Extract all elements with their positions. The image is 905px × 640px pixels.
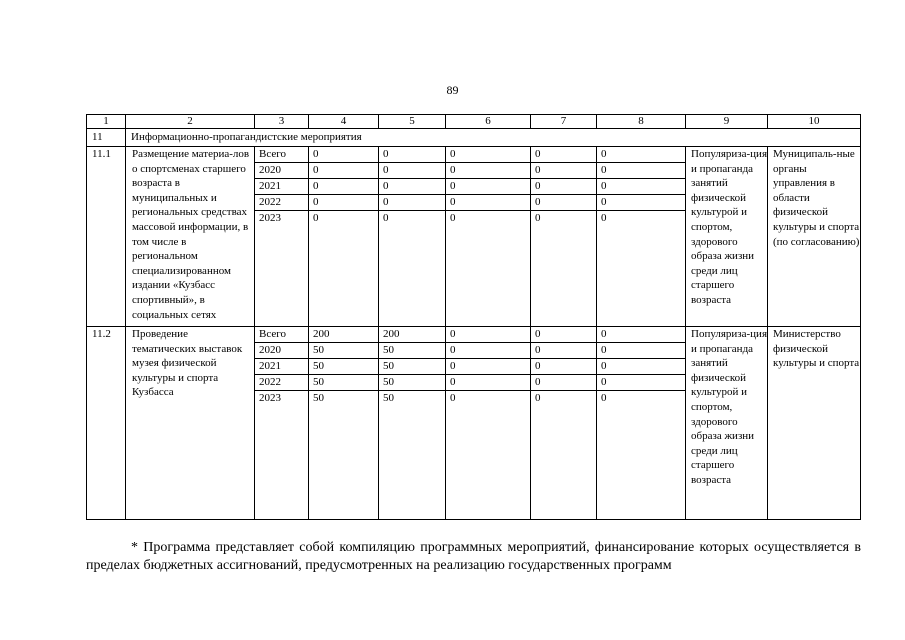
value-cell: 0: [379, 147, 445, 163]
value-cell: 0: [309, 179, 378, 195]
value-cell: 0: [309, 147, 378, 163]
values-list: [531, 147, 596, 226]
value-cell: 0: [597, 359, 685, 375]
year-label: 2023: [259, 212, 281, 224]
values-c5: [379, 327, 446, 520]
footnote: * Программа представляет собой компиляцию программных мероприятий, финансирование которых осуществляется в пределах бюджетных ассигнований, предусмотренных на реализацию государственных программ: [86, 540, 861, 573]
value-cell: 0: [601, 392, 607, 404]
values-years: [255, 147, 309, 327]
values-c4: [309, 147, 379, 327]
value-cell: 0: [383, 212, 389, 224]
values-list: [309, 327, 378, 406]
value-cell: 0: [446, 147, 530, 163]
header-cell: 6: [446, 115, 531, 129]
value-cell: 0: [531, 147, 596, 163]
values-list: [309, 147, 378, 226]
value-cell: 0: [597, 327, 685, 343]
value-cell: 0: [597, 147, 685, 163]
table-row: [87, 147, 861, 327]
year-label: 2020: [255, 163, 308, 179]
values-list: [597, 327, 685, 406]
value-cell: 0: [597, 343, 685, 359]
value-cell: 0: [597, 375, 685, 391]
row-description: Размещение материа-лов о спортсменах старшего возраста в муниципальных и региональных средствах массовой информации, в том числе в региональном специализированном издании «Кузбасс спортивный», в социальных сетях: [126, 147, 255, 327]
value-cell: 0: [531, 327, 596, 343]
value-cell: 50: [379, 343, 445, 359]
value-cell: 0: [531, 163, 596, 179]
values-list: [379, 147, 445, 226]
row-number: 11.1: [87, 147, 126, 327]
responsible-body: Министерство физической культуры и спорта: [768, 327, 861, 520]
values-list: [446, 327, 530, 406]
values-c6: [446, 147, 531, 327]
values-years: [255, 327, 309, 520]
value-cell: 0: [450, 392, 456, 404]
value-cell: 50: [379, 375, 445, 391]
value-cell: 0: [446, 359, 530, 375]
value-cell: 0: [446, 195, 530, 211]
value-cell: 0: [531, 375, 596, 391]
value-cell: 0: [597, 163, 685, 179]
value-cell: 200: [379, 327, 445, 343]
section-row: [87, 129, 861, 147]
value-cell: 200: [309, 327, 378, 343]
program-table: [86, 114, 861, 520]
value-cell: 0: [535, 212, 541, 224]
values-c6: [446, 327, 531, 520]
year-label: Всего: [255, 147, 308, 163]
value-cell: 0: [446, 163, 530, 179]
value-cell: 0: [446, 343, 530, 359]
value-cell: 0: [531, 179, 596, 195]
row-number: 11.2: [87, 327, 126, 520]
expected-result: Популяриза-ция и пропаганда занятий физической культурой и спортом, здорового образа жизни среди лиц старшего возраста: [686, 327, 768, 520]
year-label: 2022: [255, 375, 308, 391]
table-row: [87, 327, 861, 520]
value-cell: 50: [309, 359, 378, 375]
value-cell: 0: [531, 195, 596, 211]
year-label: 2021: [255, 359, 308, 375]
header-cell: 5: [379, 115, 446, 129]
value-cell: 0: [309, 195, 378, 211]
row-description: Проведение тематических выставок музея физической культуры и спорта Кузбасса: [126, 327, 255, 520]
value-cell: 0: [597, 179, 685, 195]
page-number: 89: [446, 83, 459, 97]
value-cell: 0: [450, 212, 456, 224]
year-label: 2021: [255, 179, 308, 195]
year-label: Всего: [255, 327, 308, 343]
value-cell: 50: [309, 375, 378, 391]
section-title: Информационно-пропагандистские мероприятия: [126, 129, 861, 147]
expected-result: Популяриза-ция и пропаганда занятий физической культурой и спортом, здорового образа жизни среди лиц старшего возраста: [686, 147, 768, 327]
year-label: 2023: [259, 392, 281, 404]
year-label: 2022: [255, 195, 308, 211]
values-list: [379, 327, 445, 406]
header-row: [87, 115, 861, 129]
value-cell: 0: [446, 179, 530, 195]
value-cell: 50: [309, 343, 378, 359]
value-cell: 0: [446, 375, 530, 391]
values-c5: [379, 147, 446, 327]
value-cell: 0: [531, 359, 596, 375]
value-cell: 0: [446, 327, 530, 343]
value-cell: 0: [597, 195, 685, 211]
year-label: 2020: [255, 343, 308, 359]
value-cell: 0: [601, 212, 607, 224]
values-c7: [531, 147, 597, 327]
value-cell: 50: [379, 359, 445, 375]
values-list: [255, 147, 308, 226]
header-cell: 2: [126, 115, 255, 129]
header-cell: 7: [531, 115, 597, 129]
values-c8: [597, 147, 686, 327]
value-cell: 50: [313, 392, 324, 404]
values-c7: [531, 327, 597, 520]
value-cell: 0: [379, 195, 445, 211]
header-cell: 3: [255, 115, 309, 129]
header-cell: 8: [597, 115, 686, 129]
value-cell: 0: [535, 392, 541, 404]
responsible-body: Муниципаль-ные органы управления в области физической культуры и спорта (по согласованию): [768, 147, 861, 327]
value-cell: 0: [309, 163, 378, 179]
value-cell: 0: [379, 163, 445, 179]
value-cell: 0: [531, 343, 596, 359]
values-list: [255, 327, 308, 406]
values-c4: [309, 327, 379, 520]
header-cell: 1: [87, 115, 126, 129]
value-cell: 0: [379, 179, 445, 195]
header-cell: 9: [686, 115, 768, 129]
values-c8: [597, 327, 686, 520]
header-cell: 10: [768, 115, 861, 129]
header-cell: 4: [309, 115, 379, 129]
section-number: 11: [87, 129, 126, 147]
values-list: [446, 147, 530, 226]
values-list: [597, 147, 685, 226]
value-cell: 50: [383, 392, 394, 404]
value-cell: 0: [313, 212, 319, 224]
values-list: [531, 327, 596, 406]
